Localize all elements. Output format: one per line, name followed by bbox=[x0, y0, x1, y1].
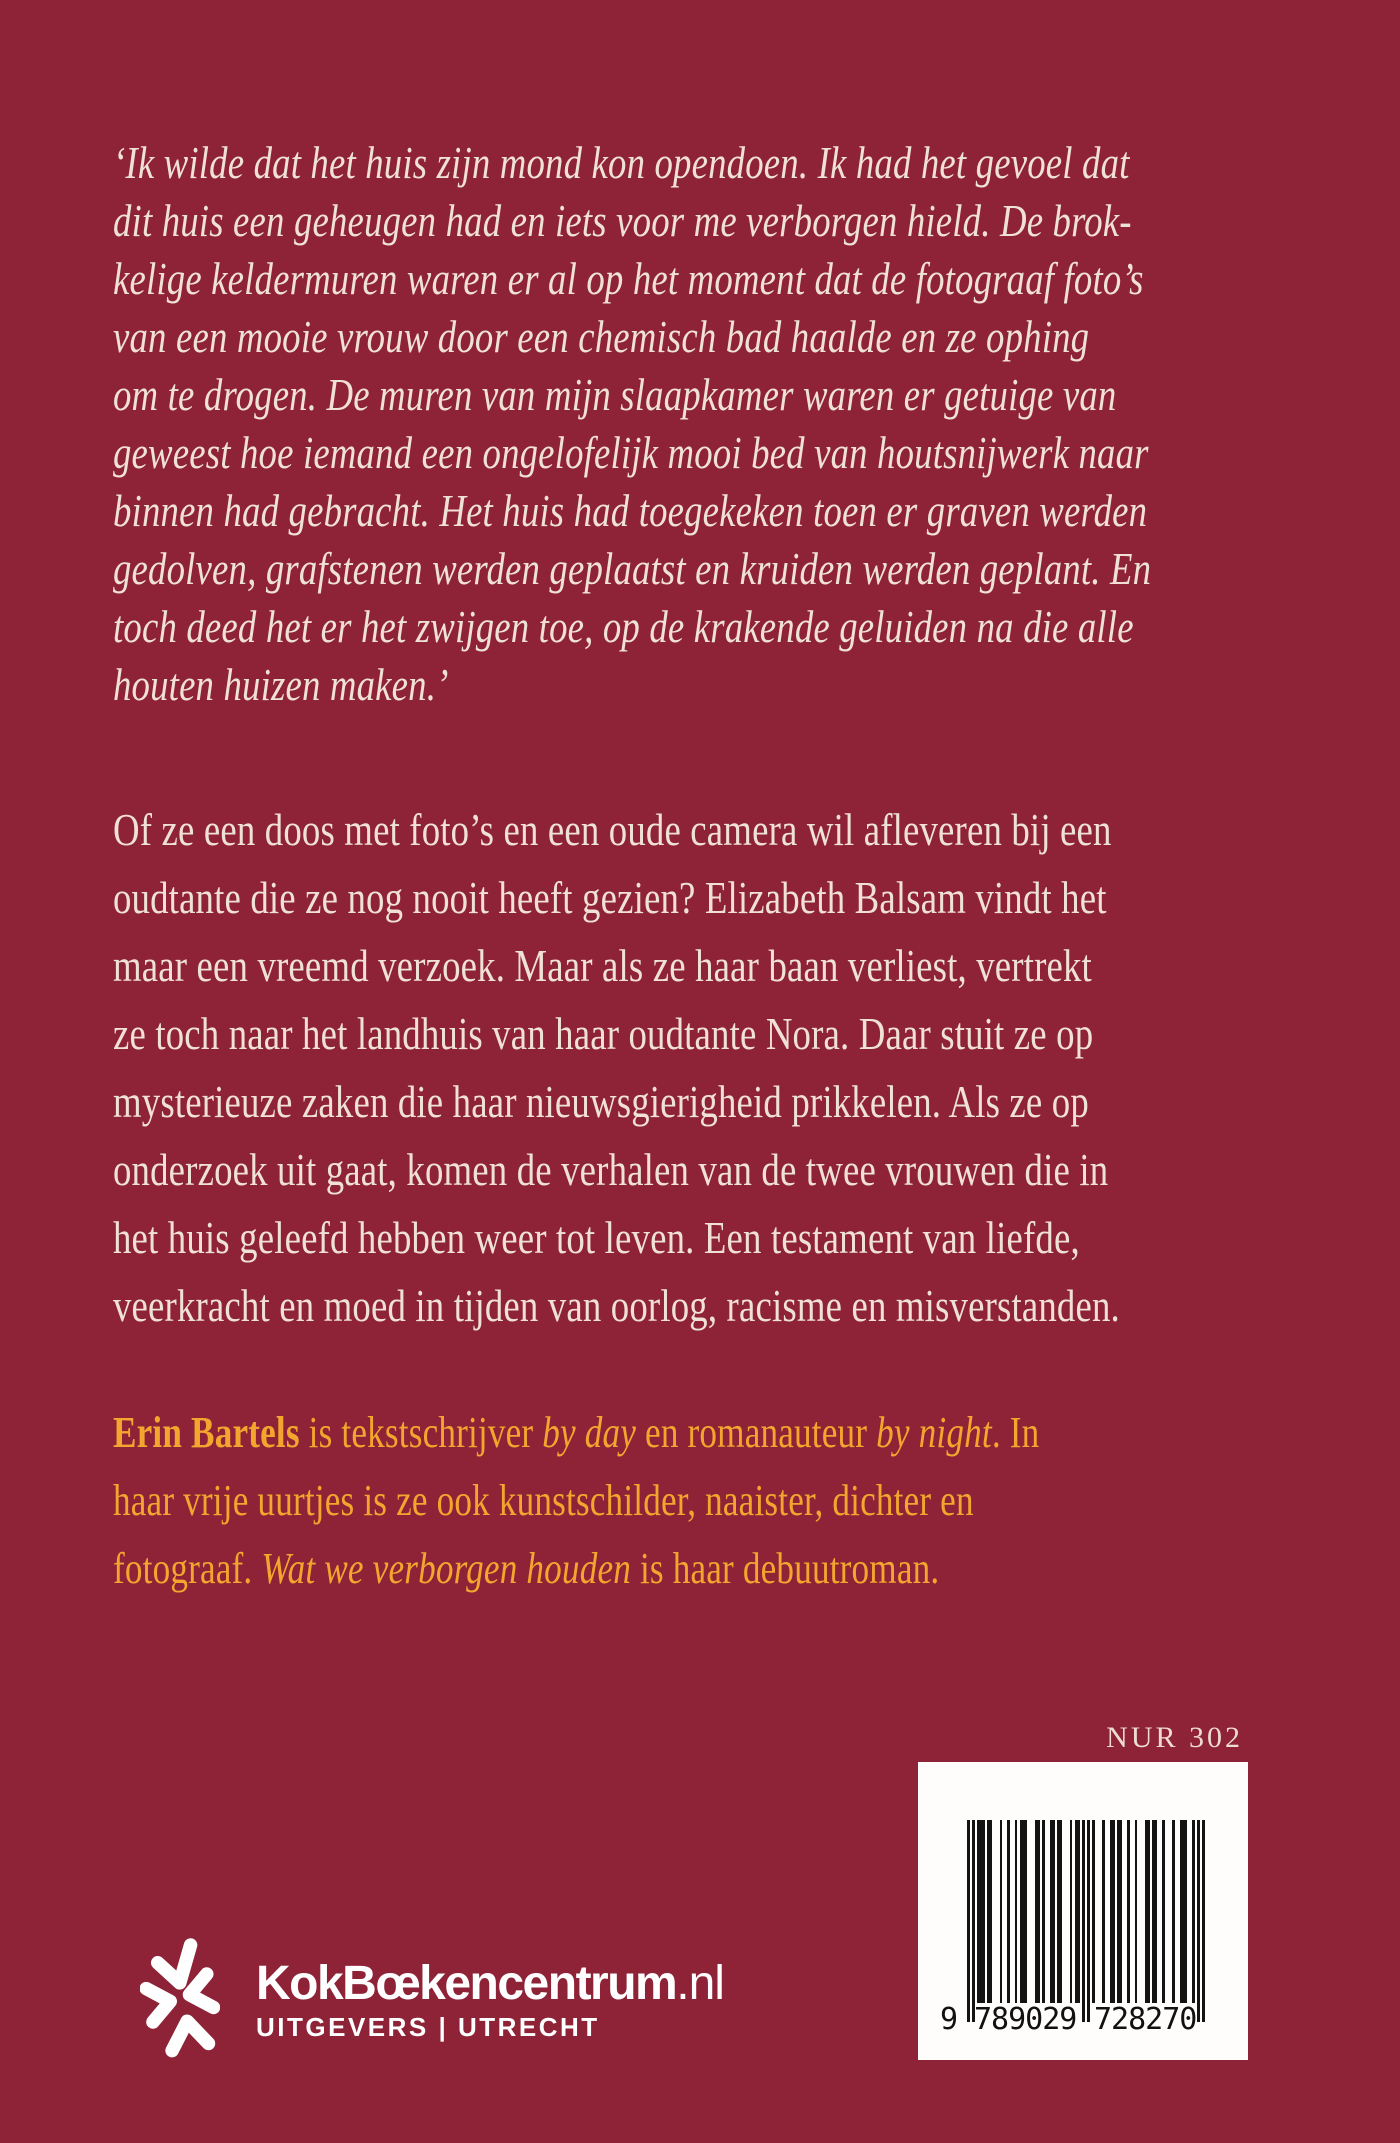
publisher-tld: .nl bbox=[676, 1957, 724, 2010]
bio-line: Erin Bartels is tekstschrijver by day en romanauteur by night. In bbox=[113, 1408, 1040, 1457]
quote-line: dit huis een geheugen had en iets voor me verborgen hield. De brok- bbox=[113, 195, 1132, 246]
author-name: Erin Bartels bbox=[113, 1408, 300, 1457]
barcode-number bbox=[918, 2002, 1248, 2042]
barcode bbox=[918, 1762, 1248, 2060]
synopsis-line: Of ze een doos met foto’s en een oude camera wil afleveren bij een bbox=[113, 804, 1112, 855]
synopsis-paragraph bbox=[113, 796, 1213, 1340]
barcode-digits-right: 728270 bbox=[1094, 2002, 1197, 2037]
barcode-digits-left: 789029 bbox=[974, 2002, 1077, 2037]
publisher-logo bbox=[140, 1936, 724, 2062]
synopsis-line: het huis geleefd hebben weer tot leven. Een testament van liefde, bbox=[113, 1212, 1080, 1263]
synopsis-line: mysterieuze zaken die haar nieuwsgierigheid prikkelen. Als ze op bbox=[113, 1076, 1089, 1127]
synopsis-line: ze toch naar het landhuis van haar oudtante Nora. Daar stuit ze op bbox=[113, 1008, 1094, 1059]
quote-line: van een mooie vrouw door een chemisch bad haalde en ze ophing bbox=[113, 311, 1090, 362]
quote-line: gedolven, grafstenen werden geplaatst en kruiden werden geplant. En bbox=[113, 543, 1152, 594]
author-bio bbox=[113, 1399, 1213, 1603]
synopsis-line: oudtante die ze nog nooit heeft gezien? Elizabeth Balsam vindt het bbox=[113, 872, 1107, 923]
quote-line: toch deed het er het zwijgen toe, op de krakende geluiden na die alle bbox=[113, 601, 1134, 652]
quote-paragraph bbox=[113, 134, 1213, 714]
publisher-tagline: UITGEVERS | UTRECHT bbox=[256, 2012, 600, 2042]
barcode-digit-lead: 9 bbox=[940, 2002, 958, 2037]
synopsis-line: veerkracht en moed in tijden van oorlog, racisme en misverstanden. bbox=[113, 1280, 1120, 1331]
book-title: Wat we verborgen houden bbox=[261, 1544, 631, 1593]
quote-line: ‘Ik wilde dat het huis zijn mond kon opendoen. Ik had het gevoel dat bbox=[113, 137, 1130, 188]
bio-line: fotograaf. Wat we verborgen houden is haar debuutroman. bbox=[113, 1544, 940, 1593]
quote-line: geweest hoe iemand een ongelofelijk mooi bed van houtsnijwerk naar bbox=[113, 427, 1149, 478]
nur-code: NUR 302 bbox=[1106, 1721, 1243, 1754]
synopsis-line: onderzoek uit gaat, komen de verhalen van de twee vrouwen die in bbox=[113, 1144, 1109, 1195]
quote-line: om te drogen. De muren van mijn slaapkamer waren er getuige van bbox=[113, 369, 1117, 420]
quote-line: binnen had gebracht. Het huis had toegekeken toen er graven werden bbox=[113, 485, 1148, 536]
quote-line: kelige keldermuren waren er al op het moment dat de fotograaf foto’s bbox=[113, 253, 1144, 304]
synopsis-line: maar een vreemd verzoek. Maar als ze haar baan verliest, vertrekt bbox=[113, 940, 1092, 991]
quote-line: houten huizen maken.’ bbox=[113, 659, 449, 710]
barcode-bars bbox=[967, 1820, 1205, 2022]
publisher-name: KokBœkencentrum.nl bbox=[256, 1957, 724, 2010]
publisher-logo-text bbox=[256, 1957, 724, 2042]
bio-line: haar vrije uurtjes is ze ook kunstschilder, naaister, dichter en bbox=[113, 1476, 974, 1525]
publisher-logo-mark-icon bbox=[140, 1936, 220, 2062]
